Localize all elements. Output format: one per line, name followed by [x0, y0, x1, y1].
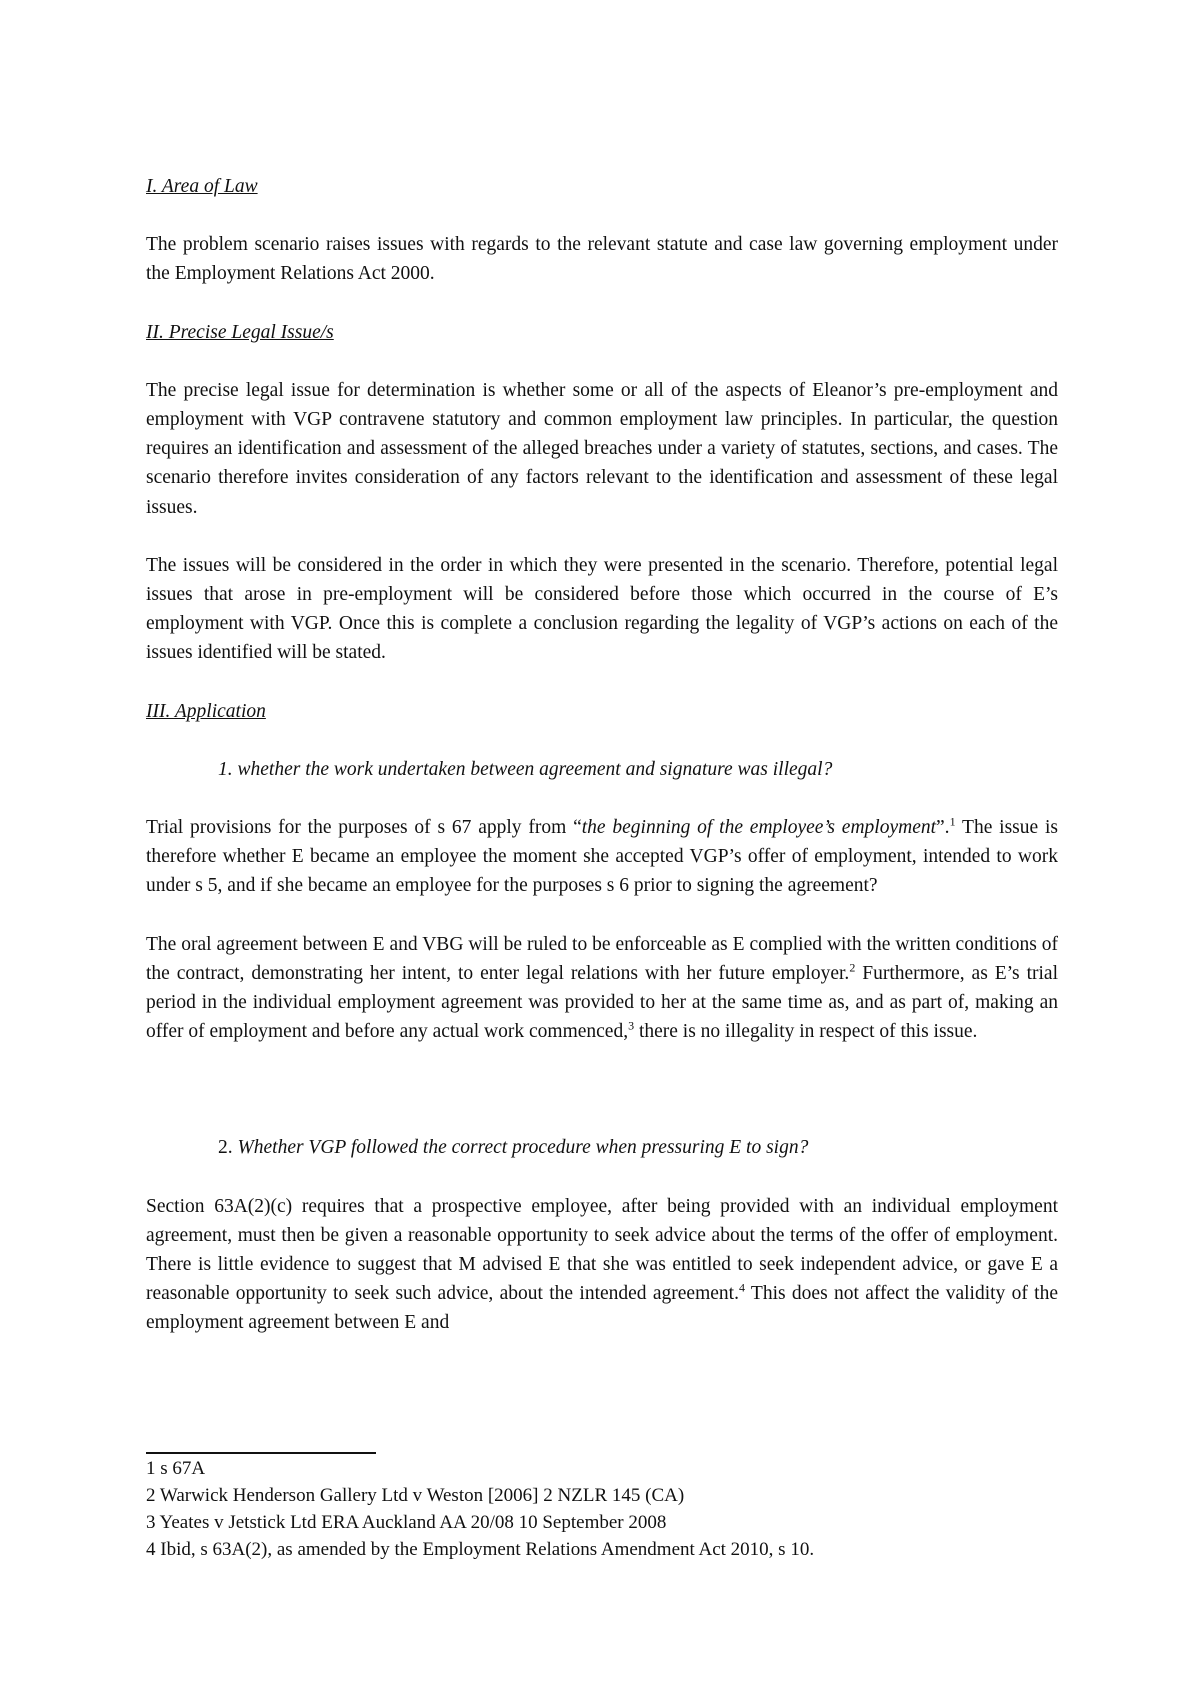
paragraph-area-of-law: The problem scenario raises issues with regards to the relevant statute and case law governing employment under the Employment Relations Act 2000. — [146, 234, 1058, 285]
text-run: Section 63A(2)(c) requires that a prospective employee, after being provided with an individual employment agreement, must then be given a reasonable opportunity to seek advice about the terms of the offer of employment. There is little evidence to suggest that M advised E that she was entitled to seek independent advice, or gave E a reasonable opportunity to seek such advice, about the intended agreement. — [146, 1195, 1058, 1305]
footnote-ref-2[interactable]: 2 — [849, 960, 856, 975]
footnote-ref-4[interactable]: 4 — [738, 1280, 745, 1295]
footnote-ref-3[interactable]: 3 — [628, 1018, 635, 1033]
footnote-4: 4 Ibid, s 63A(2), as amended by the Employment Relations Amendment Act 2010, s 10. — [146, 1539, 815, 1560]
footnote-divider — [146, 1452, 376, 1454]
issue-2-heading — [146, 1133, 1058, 1162]
document-body — [146, 172, 1058, 1367]
issue-1-heading: 1. whether the work undertaken between agreement and signature was illegal? — [218, 758, 833, 780]
section-heading-legal-issues: II. Precise Legal Issue/s — [146, 321, 334, 343]
spacer — [146, 1075, 1058, 1133]
footnotes — [146, 1455, 1058, 1563]
quoted-phrase: the beginning of the employee’s employment — [581, 817, 937, 839]
paragraph-legal-issue: The precise legal issue for determination is whether some or all of the aspects of Eleanor’s pre-employment and employment with VGP contravene statutory and common employment law principles. In particular, the question requires an identification and assessment of the alleged breaches under a variety of statutes, sections, and cases. The scenario therefore invites consideration of any factors relevant to the identification and assessment of these legal issues. — [146, 379, 1058, 518]
footnote-ref-1[interactable]: 1 — [949, 814, 956, 829]
paragraph-issue-order: The issues will be considered in the order in which they were presented in the scenario. Therefore, potential legal issues that arose in pre-employment will be considered before those which occurred in the course of E’s employment with VGP. Once this is complete a conclusion regarding the legality of VGP’s actions on each of the issues identified will be stated. — [146, 554, 1058, 664]
issue-2-title: Whether VGP followed the correct procedure when pressuring E to sign? — [237, 1137, 809, 1159]
text-run: there is no illegality in respect of this issue. — [634, 1021, 978, 1043]
footnote-1: 1 s 67A — [146, 1458, 206, 1479]
issue-2-number: 2. — [218, 1137, 238, 1159]
text-run: Trial provisions for the purposes of s 67 apply from “ — [146, 817, 582, 839]
footnote-2: 2 Warwick Henderson Gallery Ltd v Weston [2006] 2 NZLR 145 (CA) — [146, 1485, 685, 1506]
text-run: The oral agreement between E and VBG will be ruled to be enforceable as E complied with the written conditions of the contract, demonstrating her intent, to enter legal relations with her future employer. — [146, 933, 1058, 984]
paragraph-section-63a — [146, 1192, 1058, 1338]
text-run: This does not affect the validity of the employment agreement between E and — [146, 1283, 1058, 1334]
text-run: Furthermore, as E’s trial period in the individual employment agreement was provided to her at the same time as, and as part of, making an offer of employment and before any actual work commenced, — [146, 962, 1058, 1043]
footnote-3: 3 Yeates v Jetstick Ltd ERA Auckland AA 20/08 10 September 2008 — [146, 1512, 667, 1533]
section-heading-area-of-law: I. Area of Law — [146, 176, 258, 197]
text-run: ”. — [936, 817, 950, 839]
paragraph-trial-provisions — [146, 813, 1058, 901]
section-heading-application: III. Application — [146, 700, 266, 722]
text-run: The issue is therefore whether E became an employee the moment she accepted VGP’s offer of employment, intended to work under s 5, and if she became an employee for the purposes s 6 prior to signing the agreement? — [146, 817, 1058, 897]
paragraph-oral-agreement — [146, 930, 1058, 1047]
